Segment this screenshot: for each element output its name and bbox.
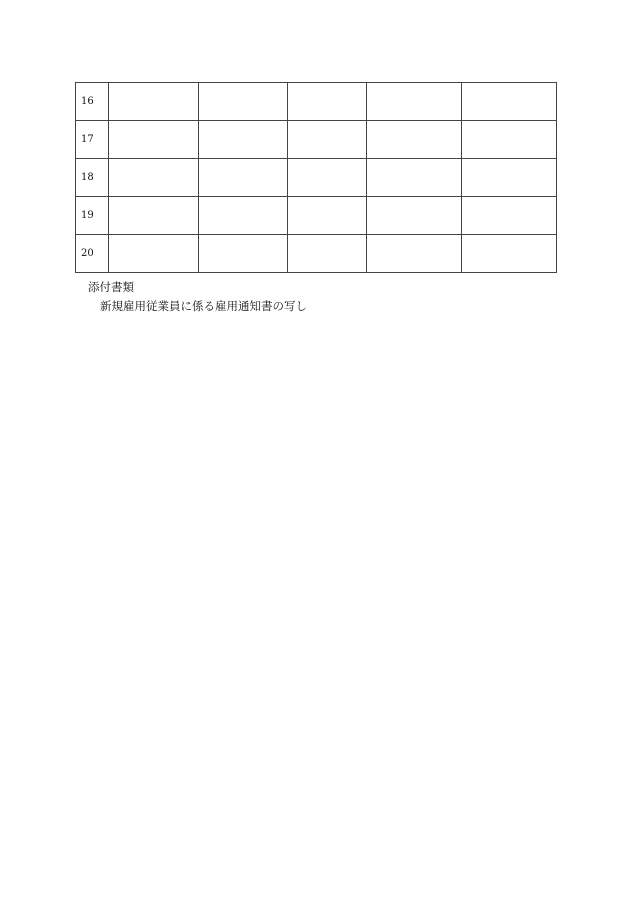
- row-number: 19: [76, 197, 109, 235]
- table-cell: [109, 83, 199, 121]
- table-cell: [288, 83, 367, 121]
- table-cell: [367, 83, 462, 121]
- attachment-item: 新規雇用従業員に係る雇用通知書の写し: [100, 299, 307, 313]
- table-cell: [288, 159, 367, 197]
- table-cell: [288, 235, 367, 273]
- table-row: [76, 235, 557, 273]
- employee-table: [75, 82, 557, 273]
- table-cell: [199, 83, 288, 121]
- row-number: 16: [76, 83, 109, 121]
- table-cell: [109, 235, 199, 273]
- table-row: [76, 121, 557, 159]
- table-row: [76, 83, 557, 121]
- table-cell: [462, 159, 557, 197]
- table-cell: [288, 121, 367, 159]
- table-cell: [109, 159, 199, 197]
- attachments-heading: 添付書類: [88, 280, 134, 294]
- row-number: 18: [76, 159, 109, 197]
- table-cell: [199, 159, 288, 197]
- table-row: [76, 159, 557, 197]
- table-row: [76, 197, 557, 235]
- table-cell: [367, 159, 462, 197]
- table-cell: [109, 121, 199, 159]
- table-cell: [288, 197, 367, 235]
- table-cell: [199, 235, 288, 273]
- table-cell: [367, 197, 462, 235]
- table-cell: [199, 197, 288, 235]
- table-cell: [367, 235, 462, 273]
- table-cell: [462, 83, 557, 121]
- table-cell: [462, 197, 557, 235]
- table-cell: [462, 121, 557, 159]
- table-cell: [109, 197, 199, 235]
- row-number: 17: [76, 121, 109, 159]
- table-cell: [199, 121, 288, 159]
- table-cell: [367, 121, 462, 159]
- row-number: 20: [76, 235, 109, 273]
- table-cell: [462, 235, 557, 273]
